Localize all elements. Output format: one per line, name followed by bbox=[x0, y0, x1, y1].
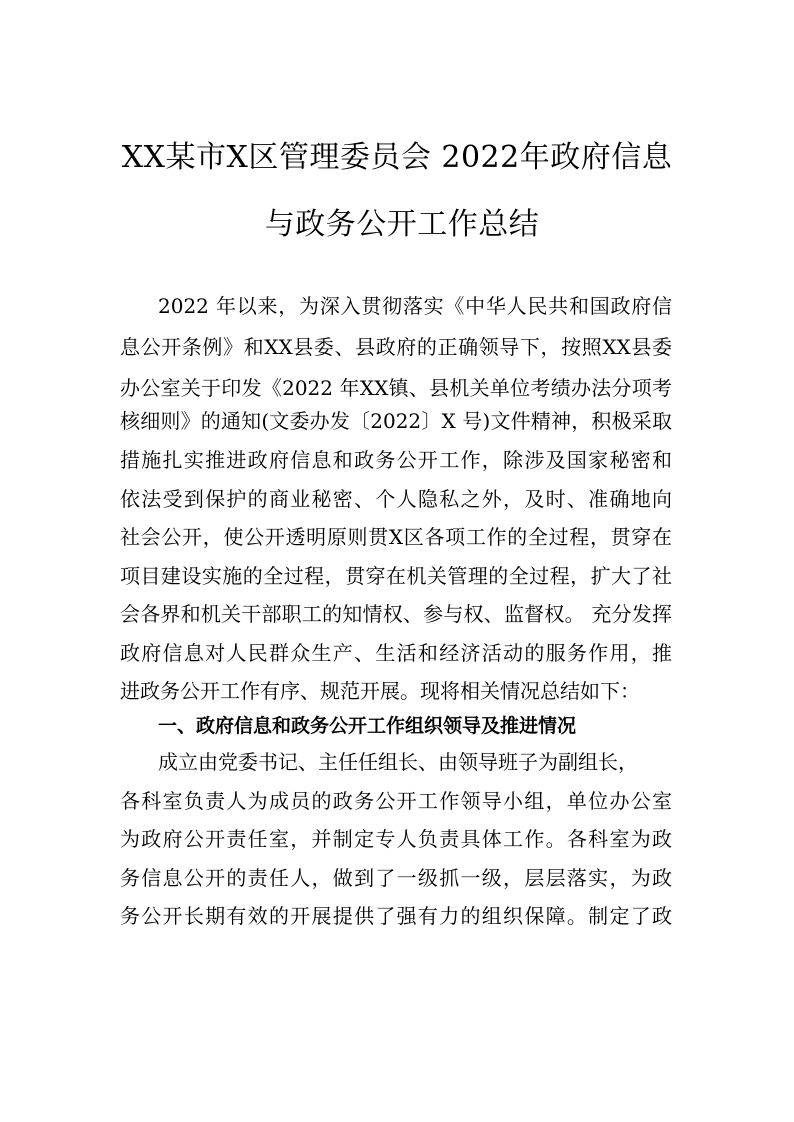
paragraph-1-line: 措施扎实推进政府信息和政务公开工作，除涉及国家秘密和 bbox=[120, 448, 672, 472]
paragraph-2-line: 成立由党委书记、主任任组长、由领导班子为副组长， bbox=[158, 750, 638, 774]
paragraph-2-line: 为政府公开责任室，并制定专人负责具体工作。各科室为政 bbox=[120, 827, 672, 851]
paragraph-2-line: 务公开长期有效的开展提供了强有力的组织保障。制定了政 bbox=[120, 904, 672, 928]
paragraph-1-line: 息公开条例》和XX县委、县政府的正确领导下，按照XX县委 bbox=[120, 335, 672, 359]
document-title-line-1: XX某市X区管理委员会 2022年政府信息 bbox=[121, 140, 673, 175]
paragraph-1-line: 办公室关于印发《2022 年XX镇、县机关单位考绩办法分项考 bbox=[120, 376, 672, 400]
paragraph-2-line: 各科室负责人为成员的政务公开工作领导小组，单位办公室 bbox=[120, 789, 672, 813]
paragraph-1-line: 2022 年以来，为深入贯彻落实《中华人民共和国政府信 bbox=[158, 294, 672, 318]
paragraph-1-line: 政府信息对人民群众生产、生活和经济活动的服务作用，推 bbox=[120, 641, 672, 665]
paragraph-1-line: 社会公开，使公开透明原则贯X区各项工作的全过程，贯穿在 bbox=[120, 525, 672, 549]
paragraph-1-line: 核细则》的通知(文委办发〔2022〕X 号)文件精神，积极采取 bbox=[120, 409, 672, 433]
paragraph-1-line: 依法受到保护的商业秘密、个人隐私之外，及时、准确地向 bbox=[120, 487, 672, 511]
paragraph-1-line: 项目建设实施的全过程，贯穿在机关管理的全过程，扩大了社 bbox=[120, 564, 672, 588]
document-title-line-2: 与政务公开工作总结 bbox=[264, 207, 540, 242]
paragraph-1-line: 进政务公开工作有序、规范开展。现将相关情况总结如下： bbox=[120, 679, 640, 703]
paragraph-1-line: 会各界和机关干部职工的知情权、参与权、监督权。 充分发挥 bbox=[120, 602, 672, 626]
paragraph-2-line: 务信息公开的责任人，做到了一级抓一级，层层落实，为政 bbox=[120, 866, 672, 890]
section-heading: 一、政府信息和政务公开工作组织领导及推进情况 bbox=[158, 715, 577, 737]
